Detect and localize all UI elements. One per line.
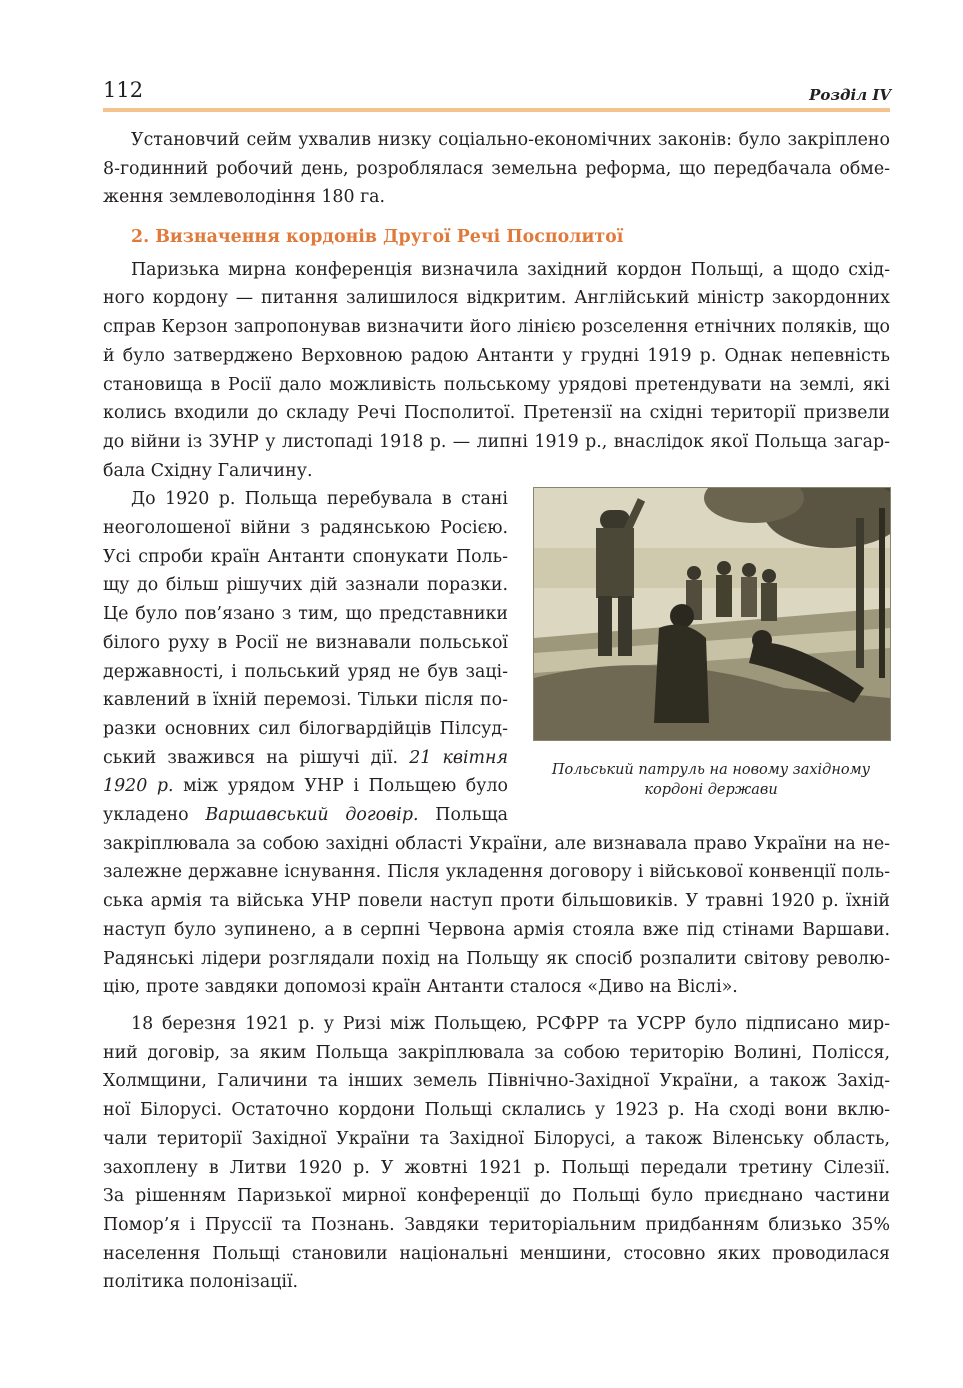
paragraph-line: ного кордону — питання залишилося відкритим. Англійський міністр закордонних [103,288,890,309]
paragraph-line: Холмщини, Галичини та інших земель Північно-Західної України, а також Захід- [103,1071,890,1092]
intro-line: ження землеволодіння 180 га. [103,187,386,208]
paragraph-line: становища в Росії дало можливість польському урядові претендувати на землі, які [103,374,890,395]
intro-line: 8-годинний робочий день, розроблялася земельна реформа, що передбачала обме- [103,158,890,179]
line-text: Польща [418,805,508,825]
paragraph-line: закріплювала за собою західні області України, але визнавала право України на не- [103,833,890,854]
line-text: між урядом УНР і Польщею було [173,776,509,797]
paragraph-line: 18 березня 1921 р. у Ризі між Польщею, РСФРР та УСРР було підписано мир- [131,1014,890,1034]
caption-line: кордоні держави [644,782,778,798]
paragraph-line: білого руху в Росії не визнавали польської [103,632,508,653]
section-heading: 2. Визначення кордонів Другої Речі Посполитої [131,227,624,247]
paragraph-line: захоплену в Литви 1920 р. У жовтні 1921 р. Польщі передали третину Сілезії. [103,1157,890,1178]
paragraph-line: й було затверджено Верховною радою Антанти у грудні 1919 р. Однак непевність [103,345,890,366]
paragraph-line: державності, і польський уряд не був заці- [103,661,508,682]
page-number: 112 [103,78,144,102]
treaty-emphasis: Варшавський договір. [205,805,419,825]
paragraph-line: щу до більш рішучих дій зазнали поразки. [103,575,508,596]
paragraph-line: Помор’я і Пруссії та Познань. Завдяки територіальним придбанням близько 35% [103,1214,890,1235]
paragraph-line [103,801,508,830]
line-text: укладено [103,805,206,825]
line-text: ський зважився на рішучі дії. [103,747,399,768]
photo-caption [520,760,902,800]
paragraph-line: справ Керзон запропонував визначити його лінією розселення етнічних поляків, що [103,317,890,338]
caption-line: Польський патруль на новому західному [551,762,871,778]
paragraph-line: ний договір, за яким Польща закріплювала за собою територію Волині, Полісся, [103,1042,890,1063]
paragraph-line: До 1920 р. Польща перебувала в стані [131,489,508,510]
paragraph-line: політика полонізації. [103,1272,299,1293]
paragraph-line: Це було пов’язано з тим, що представники [103,604,508,625]
section-label: Розділ IV [809,86,891,104]
paragraph-line: ної Білорусі. Остаточно кордони Польщі склались у 1923 р. На сході вони вклю- [103,1100,890,1121]
paragraph-line: Усі спроби країн Антанти спонукати Поль- [103,546,508,567]
paragraph-line [103,744,508,773]
header-rule [103,108,890,112]
paragraph-line: За рішенням Паризької мирної конференції до Польщі було приєднано частини [103,1186,890,1207]
paragraph-line: цію, проте завдяки допомозі країн Антанти сталося «Диво на Віслі». [103,977,738,998]
date-emphasis: 21 квітня [409,747,509,768]
paragraph-line: неоголошеної війни з радянською Росією. [103,518,508,538]
paragraph-line: наступ було зупинено, а в серпні Червона армія стояла вже під стінами Варшави. [103,919,890,940]
paragraph-line: Паризька мирна конференція визначила західний кордон Польщі, а щодо схід- [131,259,890,280]
intro-line: Установчий сейм ухвалив низку соціально-економічних законів: було закріплено [131,130,890,150]
paragraph-line: залежне державне існування. Після укладення договору і військової конвенції поль- [103,862,890,883]
paragraph-line: до війни із ЗУНР у листопаді 1918 р. — липні 1919 р., внаслідок якої Польща загар- [103,431,890,452]
paragraph-line: чали території Західної України та Західної Білорусі, а також Віленську область, [103,1128,890,1149]
paragraph-line: ська армія та війська УНР повели наступ проти більшовиків. У травні 1920 р. їхній [103,891,890,912]
historical-photo [533,487,891,741]
paragraph-line: бала Східну Галичину. [103,460,313,481]
paragraph-line: разки основних сил білогвардійців Пілсуд- [103,718,508,739]
date-emphasis: 1920 р. [103,776,174,797]
paragraph-line [103,772,508,801]
paragraph-line: колись входили до складу Речі Посполитої. Претензії на східні території призвели [103,403,890,424]
paragraph-line: Радянські лідери розглядали похід на Польщу як спосіб розпалити світову револю- [103,948,890,969]
paragraph-line: кавлений в їхній перемозі. Тільки після по- [103,690,508,711]
paragraph-line: населення Польщі становили національні меншини, стосовно яких проводилася [103,1243,890,1264]
